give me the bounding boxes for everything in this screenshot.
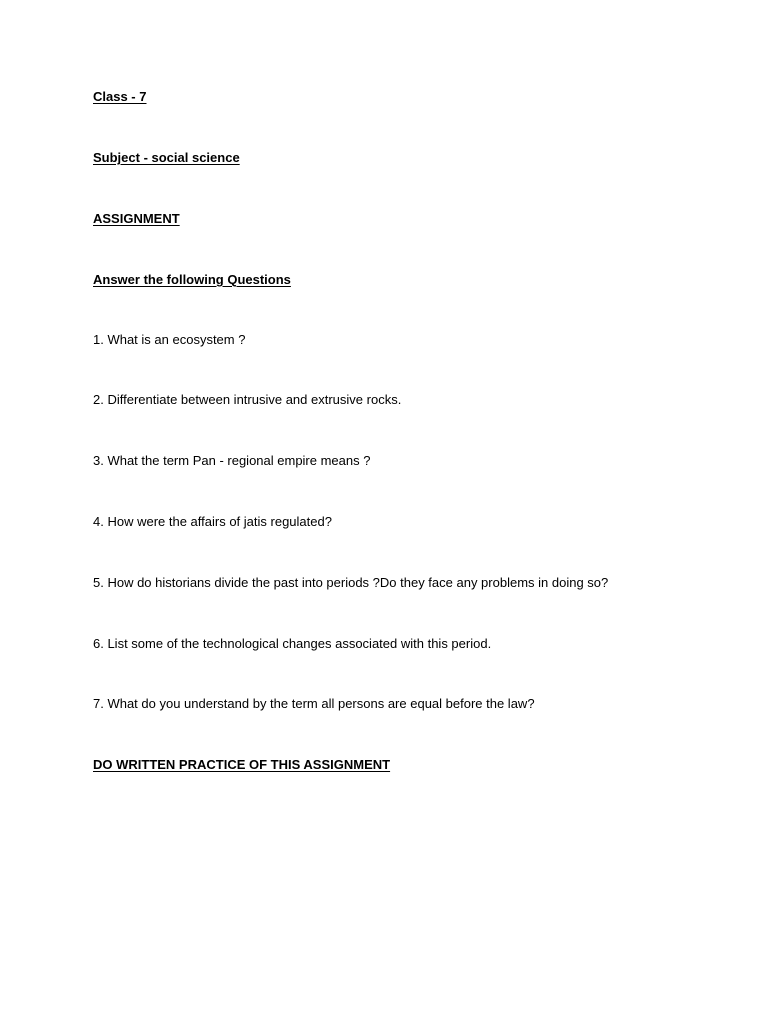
question-6: 6. List some of the technological changes associated with this period. <box>93 636 492 651</box>
question-3: 3. What the term Pan - regional empire means ? <box>93 453 371 468</box>
question-2: 2. Differentiate between intrusive and extrusive rocks. <box>93 392 402 407</box>
question-4: 4. How were the affairs of jatis regulated? <box>93 514 332 529</box>
class-heading: Class - 7 <box>93 89 147 104</box>
subject-heading: Subject - social science <box>93 150 240 165</box>
instruction-heading: Answer the following Questions <box>93 272 291 287</box>
question-5: 5. How do historians divide the past into periods ?Do they face any problems in doing so? <box>93 575 609 590</box>
assignment-heading: ASSIGNMENT <box>93 211 180 226</box>
question-1: 1. What is an ecosystem ? <box>93 332 246 347</box>
footer-instruction: DO WRITTEN PRACTICE OF THIS ASSIGNMENT <box>93 757 391 772</box>
question-7: 7. What do you understand by the term all persons are equal before the law? <box>93 696 535 711</box>
